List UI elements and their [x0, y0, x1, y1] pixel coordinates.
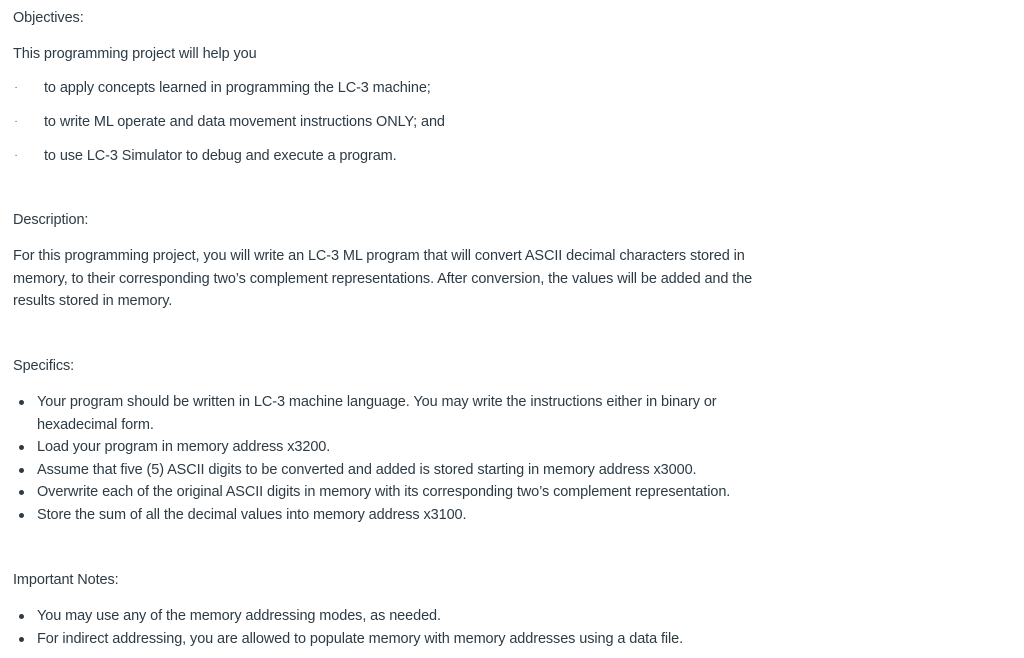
notes-heading: Important Notes:: [13, 572, 119, 588]
bullet-icon: [19, 445, 24, 450]
bullet-icon: [19, 490, 24, 495]
objectives-heading: Objectives:: [13, 10, 84, 26]
bullet-icon: [19, 468, 24, 473]
list-marker: ·: [14, 150, 18, 161]
list-item: [13, 504, 773, 527]
list-item: [13, 481, 773, 504]
list-item: [13, 459, 773, 482]
bullet-icon: [19, 614, 24, 619]
description-heading: Description:: [13, 212, 89, 228]
list-item-text: Load your program in memory address x3200.: [37, 439, 331, 455]
list-item: [13, 391, 773, 436]
list-item: [13, 605, 793, 628]
bullet-icon: [19, 513, 24, 518]
specifics-heading: Specifics:: [13, 358, 75, 374]
list-item-text: Your program should be written in LC-3 machine language. You may write the instructions either in binary or hexadecimal form.: [37, 394, 717, 433]
description-text: For this programming project, you will write an LC-3 ML program that will convert ASCII decimal characters stored in memory, to their corresponding two’s complement representations. After conversion, the values will be added and the results stored in memory.: [13, 248, 753, 309]
list-item-text: Assume that five (5) ASCII digits to be converted and added is stored starting in memory address x3000.: [37, 461, 697, 478]
bullet-icon: [19, 400, 24, 405]
list-item-text: For indirect addressing, you are allowed to populate memory with memory addresses using a data file.: [37, 630, 684, 647]
list-item-text: to use LC-3 Simulator to debug and execute a program.: [44, 148, 397, 164]
list-item-text: to write ML operate and data movement instructions ONLY; and: [44, 114, 445, 130]
specifics-list: [13, 391, 773, 526]
list-item-text: to apply concepts learned in programming the LC-3 machine;: [44, 80, 431, 96]
list-marker: ·: [14, 82, 18, 93]
list-item-text: You may use any of the memory addressing modes, as needed.: [37, 608, 441, 624]
list-item: [13, 436, 773, 459]
notes-list: [13, 605, 793, 650]
list-marker: ·: [14, 116, 18, 127]
objectives-intro: This programming project will help you: [13, 46, 257, 62]
list-item-text: Store the sum of all the decimal values into memory address x3100.: [37, 506, 467, 523]
bullet-icon: [19, 637, 24, 642]
list-item: [13, 628, 793, 651]
list-item-text: Overwrite each of the original ASCII digits in memory with its corresponding two’s complement representation.: [37, 484, 731, 500]
